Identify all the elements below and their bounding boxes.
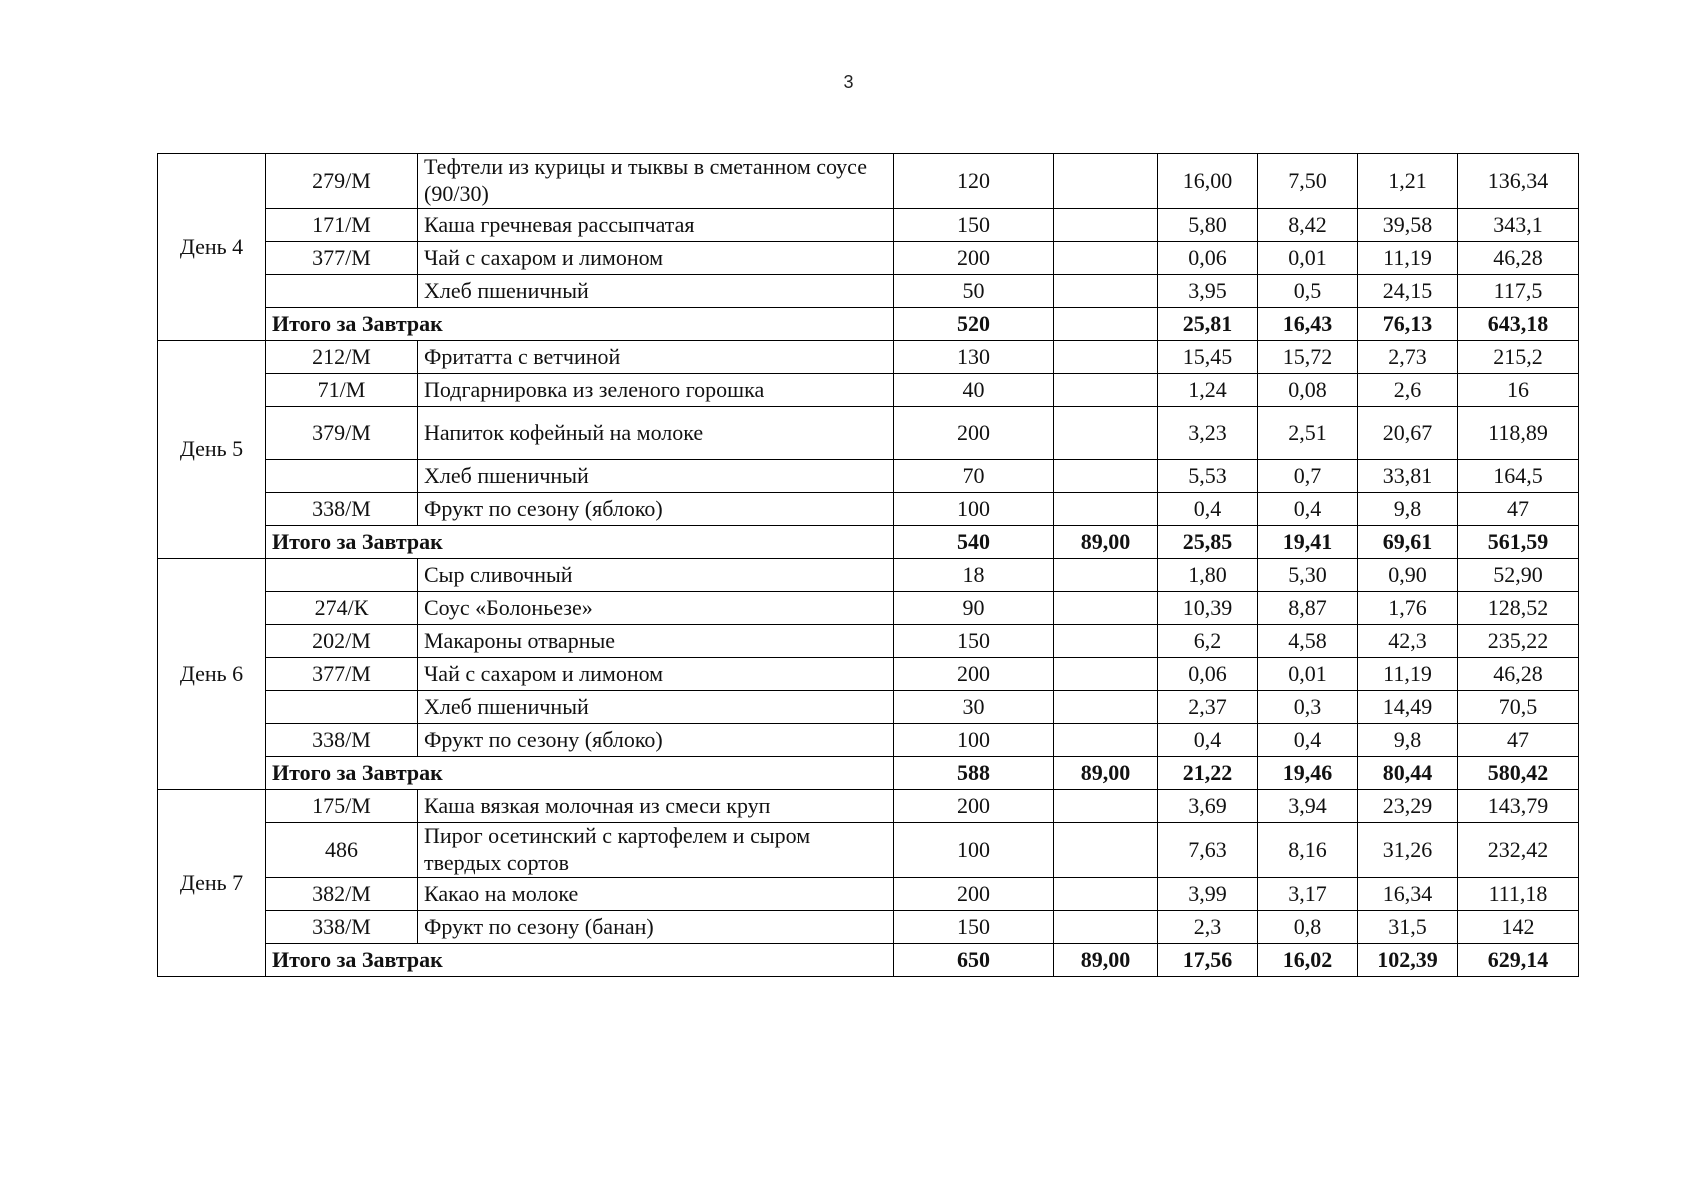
dish-name: Фрукт по сезону (банан)	[418, 911, 894, 944]
cell-carbs: 24,15	[1358, 275, 1458, 308]
cell-weight: 130	[894, 341, 1054, 374]
dish-name: Каша гречневая рассыпчатая	[418, 209, 894, 242]
cell-weight: 200	[894, 242, 1054, 275]
cell-carbs: 39,58	[1358, 209, 1458, 242]
recipe-code	[266, 275, 418, 308]
cell-proteins: 3,95	[1158, 275, 1258, 308]
cell-weight: 70	[894, 460, 1054, 493]
cell-fats: 3,94	[1258, 790, 1358, 823]
dish-name: Хлеб пшеничный	[418, 460, 894, 493]
cell-price	[1054, 154, 1158, 209]
cell-energy: 142	[1458, 911, 1579, 944]
cell-price	[1054, 658, 1158, 691]
cell-energy: 47	[1458, 724, 1579, 757]
cell-fats: 0,4	[1258, 724, 1358, 757]
cell-proteins: 16,00	[1158, 154, 1258, 209]
page-number: 3	[843, 72, 854, 92]
cell-carbs: 11,19	[1358, 658, 1458, 691]
recipe-code: 171/М	[266, 209, 418, 242]
cell-fats: 8,42	[1258, 209, 1358, 242]
cell-weight: 200	[894, 658, 1054, 691]
recipe-code: 338/М	[266, 724, 418, 757]
cell-carbs: 42,3	[1358, 625, 1458, 658]
total-fats: 16,02	[1258, 944, 1358, 977]
cell-price	[1054, 275, 1158, 308]
cell-carbs: 0,90	[1358, 559, 1458, 592]
menu-row	[158, 823, 1579, 878]
menu-row	[158, 790, 1579, 823]
cell-energy: 70,5	[1458, 691, 1579, 724]
total-label: Итого за Завтрак	[266, 526, 894, 559]
cell-price	[1054, 460, 1158, 493]
day-label: День 5	[158, 341, 266, 559]
total-label: Итого за Завтрак	[266, 944, 894, 977]
cell-weight: 150	[894, 625, 1054, 658]
menu-row	[158, 658, 1579, 691]
dish-name: Чай с сахаром и лимоном	[418, 242, 894, 275]
cell-proteins: 0,4	[1158, 493, 1258, 526]
recipe-code	[266, 691, 418, 724]
total-label: Итого за Завтрак	[266, 308, 894, 341]
total-energy: 643,18	[1458, 308, 1579, 341]
menu-row	[158, 341, 1579, 374]
dish-name: Тефтели из курицы и тыквы в сметанном соусе (90/30)	[418, 154, 894, 209]
cell-fats: 7,50	[1258, 154, 1358, 209]
recipe-code: 486	[266, 823, 418, 878]
cell-energy: 235,22	[1458, 625, 1579, 658]
total-carbs: 102,39	[1358, 944, 1458, 977]
cell-proteins: 15,45	[1158, 341, 1258, 374]
total-carbs: 76,13	[1358, 308, 1458, 341]
menu-row	[158, 625, 1579, 658]
recipe-code: 212/М	[266, 341, 418, 374]
cell-weight: 150	[894, 209, 1054, 242]
dish-name: Хлеб пшеничный	[418, 691, 894, 724]
cell-energy: 46,28	[1458, 242, 1579, 275]
recipe-code: 377/М	[266, 242, 418, 275]
cell-carbs: 23,29	[1358, 790, 1458, 823]
day-label: День 4	[158, 154, 266, 341]
cell-price	[1054, 823, 1158, 878]
cell-weight: 50	[894, 275, 1054, 308]
cell-fats: 5,30	[1258, 559, 1358, 592]
cell-price	[1054, 691, 1158, 724]
cell-price	[1054, 559, 1158, 592]
cell-weight: 90	[894, 592, 1054, 625]
dish-name: Хлеб пшеничный	[418, 275, 894, 308]
cell-energy: 232,42	[1458, 823, 1579, 878]
cell-energy: 52,90	[1458, 559, 1579, 592]
day-label: День 6	[158, 559, 266, 790]
cell-price	[1054, 911, 1158, 944]
total-proteins: 21,22	[1158, 757, 1258, 790]
cell-fats: 3,17	[1258, 878, 1358, 911]
total-carbs: 80,44	[1358, 757, 1458, 790]
recipe-code: 202/М	[266, 625, 418, 658]
total-energy: 580,42	[1458, 757, 1579, 790]
cell-weight: 150	[894, 911, 1054, 944]
cell-energy: 128,52	[1458, 592, 1579, 625]
cell-carbs: 20,67	[1358, 407, 1458, 460]
cell-weight: 100	[894, 493, 1054, 526]
cell-fats: 0,8	[1258, 911, 1358, 944]
dish-name: Каша вязкая молочная из смеси круп	[418, 790, 894, 823]
dish-name: Макароны отварные	[418, 625, 894, 658]
menu-row	[158, 154, 1579, 209]
cell-carbs: 16,34	[1358, 878, 1458, 911]
menu-row	[158, 209, 1579, 242]
cell-fats: 0,5	[1258, 275, 1358, 308]
menu-row	[158, 275, 1579, 308]
cell-weight: 120	[894, 154, 1054, 209]
total-weight: 520	[894, 308, 1054, 341]
total-price: 89,00	[1054, 526, 1158, 559]
cell-price	[1054, 790, 1158, 823]
cell-carbs: 14,49	[1358, 691, 1458, 724]
cell-fats: 0,3	[1258, 691, 1358, 724]
cell-price	[1054, 493, 1158, 526]
cell-weight: 40	[894, 374, 1054, 407]
cell-proteins: 5,80	[1158, 209, 1258, 242]
cell-price	[1054, 209, 1158, 242]
cell-carbs: 2,6	[1358, 374, 1458, 407]
cell-energy: 47	[1458, 493, 1579, 526]
cell-energy: 343,1	[1458, 209, 1579, 242]
cell-carbs: 2,73	[1358, 341, 1458, 374]
menu-row	[158, 724, 1579, 757]
dish-name: Фритатта с ветчиной	[418, 341, 894, 374]
total-price: 89,00	[1054, 944, 1158, 977]
total-fats: 19,41	[1258, 526, 1358, 559]
menu-row	[158, 559, 1579, 592]
cell-fats: 0,08	[1258, 374, 1358, 407]
cell-proteins: 1,80	[1158, 559, 1258, 592]
dish-name: Фрукт по сезону (яблоко)	[418, 724, 894, 757]
cell-carbs: 31,26	[1358, 823, 1458, 878]
cell-fats: 4,58	[1258, 625, 1358, 658]
cell-weight: 18	[894, 559, 1054, 592]
cell-weight: 100	[894, 823, 1054, 878]
recipe-code: 338/М	[266, 911, 418, 944]
total-weight: 588	[894, 757, 1054, 790]
cell-proteins: 0,06	[1158, 658, 1258, 691]
cell-carbs: 11,19	[1358, 242, 1458, 275]
cell-carbs: 33,81	[1358, 460, 1458, 493]
recipe-code: 71/М	[266, 374, 418, 407]
total-proteins: 25,85	[1158, 526, 1258, 559]
total-weight: 650	[894, 944, 1054, 977]
cell-price	[1054, 341, 1158, 374]
cell-proteins: 0,06	[1158, 242, 1258, 275]
total-fats: 19,46	[1258, 757, 1358, 790]
dish-name: Соус «Болоньезе»	[418, 592, 894, 625]
cell-energy: 118,89	[1458, 407, 1579, 460]
total-energy: 629,14	[1458, 944, 1579, 977]
cell-fats: 0,4	[1258, 493, 1358, 526]
cell-fats: 0,01	[1258, 658, 1358, 691]
total-label: Итого за Завтрак	[266, 757, 894, 790]
dish-name: Чай с сахаром и лимоном	[418, 658, 894, 691]
recipe-code: 379/М	[266, 407, 418, 460]
cell-fats: 0,01	[1258, 242, 1358, 275]
cell-proteins: 5,53	[1158, 460, 1258, 493]
total-proteins: 25,81	[1158, 308, 1258, 341]
cell-fats: 8,16	[1258, 823, 1358, 878]
cell-energy: 215,2	[1458, 341, 1579, 374]
dish-name: Подгарнировка из зеленого горошка	[418, 374, 894, 407]
cell-weight: 200	[894, 790, 1054, 823]
recipe-code: 274/К	[266, 592, 418, 625]
cell-proteins: 1,24	[1158, 374, 1258, 407]
cell-carbs: 9,8	[1358, 724, 1458, 757]
menu-row	[158, 691, 1579, 724]
cell-energy: 16	[1458, 374, 1579, 407]
recipe-code: 279/М	[266, 154, 418, 209]
total-row	[158, 308, 1579, 341]
cell-fats: 15,72	[1258, 341, 1358, 374]
day-label: День 7	[158, 790, 266, 977]
cell-proteins: 2,37	[1158, 691, 1258, 724]
dish-name: Какао на молоке	[418, 878, 894, 911]
menu-row	[158, 407, 1579, 460]
cell-fats: 8,87	[1258, 592, 1358, 625]
cell-price	[1054, 878, 1158, 911]
recipe-code: 377/М	[266, 658, 418, 691]
cell-proteins: 7,63	[1158, 823, 1258, 878]
cell-energy: 136,34	[1458, 154, 1579, 209]
recipe-code: 175/М	[266, 790, 418, 823]
cell-proteins: 3,69	[1158, 790, 1258, 823]
dish-name: Фрукт по сезону (яблоко)	[418, 493, 894, 526]
cell-fats: 2,51	[1258, 407, 1358, 460]
total-price: 89,00	[1054, 757, 1158, 790]
total-row	[158, 526, 1579, 559]
cell-proteins: 3,23	[1158, 407, 1258, 460]
menu-row	[158, 493, 1579, 526]
cell-proteins: 10,39	[1158, 592, 1258, 625]
menu-row	[158, 242, 1579, 275]
cell-price	[1054, 242, 1158, 275]
menu-row	[158, 592, 1579, 625]
cell-price	[1054, 374, 1158, 407]
total-proteins: 17,56	[1158, 944, 1258, 977]
recipe-code: 382/М	[266, 878, 418, 911]
cell-energy: 143,79	[1458, 790, 1579, 823]
recipe-code	[266, 559, 418, 592]
cell-weight: 200	[894, 878, 1054, 911]
menu-row	[158, 911, 1579, 944]
total-energy: 561,59	[1458, 526, 1579, 559]
cell-price	[1054, 407, 1158, 460]
cell-proteins: 3,99	[1158, 878, 1258, 911]
cell-proteins: 0,4	[1158, 724, 1258, 757]
menu-row	[158, 460, 1579, 493]
total-price	[1054, 308, 1158, 341]
total-row	[158, 757, 1579, 790]
total-weight: 540	[894, 526, 1054, 559]
cell-price	[1054, 625, 1158, 658]
recipe-code: 338/М	[266, 493, 418, 526]
cell-fats: 0,7	[1258, 460, 1358, 493]
recipe-code	[266, 460, 418, 493]
total-row	[158, 944, 1579, 977]
cell-carbs: 9,8	[1358, 493, 1458, 526]
dish-name: Сыр сливочный	[418, 559, 894, 592]
cell-energy: 46,28	[1458, 658, 1579, 691]
dish-name: Пирог осетинский с картофелем и сыром твердых сортов	[418, 823, 894, 878]
menu-row	[158, 878, 1579, 911]
cell-energy: 164,5	[1458, 460, 1579, 493]
cell-energy: 117,5	[1458, 275, 1579, 308]
menu-table	[157, 153, 1579, 977]
cell-carbs: 1,76	[1358, 592, 1458, 625]
cell-proteins: 6,2	[1158, 625, 1258, 658]
cell-price	[1054, 592, 1158, 625]
cell-energy: 111,18	[1458, 878, 1579, 911]
dish-name: Напиток кофейный на молоке	[418, 407, 894, 460]
total-carbs: 69,61	[1358, 526, 1458, 559]
cell-proteins: 2,3	[1158, 911, 1258, 944]
cell-price	[1054, 724, 1158, 757]
cell-carbs: 31,5	[1358, 911, 1458, 944]
cell-weight: 100	[894, 724, 1054, 757]
cell-weight: 30	[894, 691, 1054, 724]
total-fats: 16,43	[1258, 308, 1358, 341]
menu-row	[158, 374, 1579, 407]
cell-weight: 200	[894, 407, 1054, 460]
cell-carbs: 1,21	[1358, 154, 1458, 209]
